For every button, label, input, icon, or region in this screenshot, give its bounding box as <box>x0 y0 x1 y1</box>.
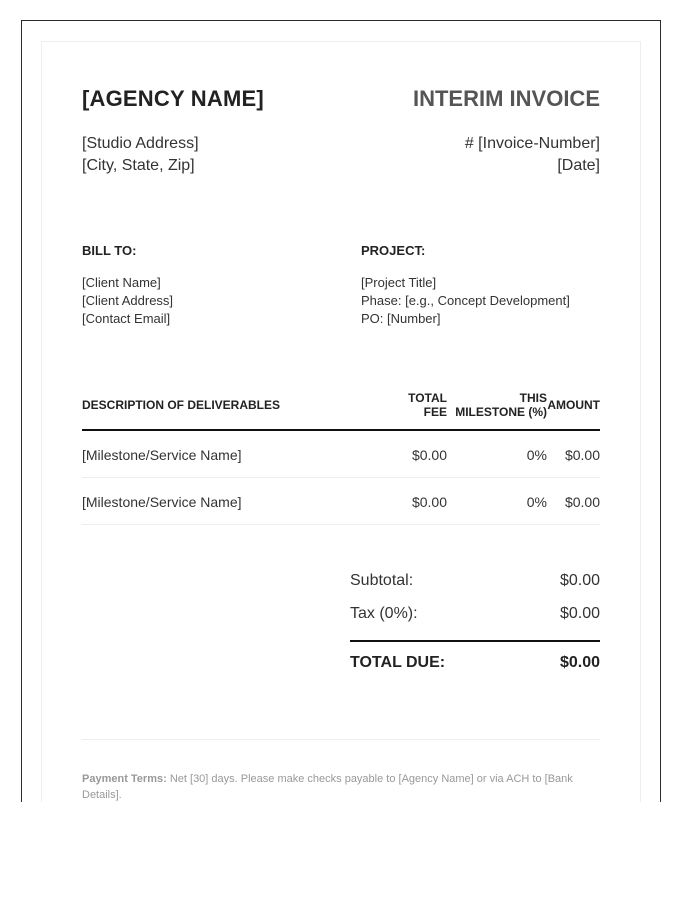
column-header-total-fee-line2: FEE <box>423 405 447 419</box>
city-state-zip: [City, State, Zip] <box>82 157 195 174</box>
column-header-description: DESCRIPTION OF DELIVERABLES <box>82 398 281 412</box>
row-total-fee: $0.00 <box>411 494 447 510</box>
row-amount: $0.00 <box>564 447 600 463</box>
row-description: [Milestone/Service Name] <box>82 447 242 463</box>
agency-name: [AGENCY NAME] <box>82 86 264 111</box>
client-address: [Client Address] <box>82 293 174 308</box>
table-header <box>82 388 600 431</box>
table-row <box>82 431 600 478</box>
address-line: [Studio Address] <box>82 135 199 152</box>
deliverables-table <box>82 388 600 525</box>
invoice-meta <box>465 133 600 177</box>
row-total-fee: $0.00 <box>411 447 447 463</box>
payment-terms-label: Payment Terms: <box>82 773 167 785</box>
total-due-label: TOTAL DUE: <box>350 654 446 671</box>
row-percent: 0% <box>526 447 547 463</box>
tax-row <box>350 603 600 636</box>
tax-value: $0.00 <box>559 605 600 622</box>
totals-section <box>350 570 600 682</box>
payment-terms <box>82 771 582 803</box>
project-section <box>361 243 601 328</box>
column-header-amount: AMOUNT <box>547 398 600 412</box>
payment-terms-text: Net [30] days. Please make checks payable to [Agency Name] or via ACH to [Bank Details]. <box>82 773 573 801</box>
footer-divider <box>82 739 600 740</box>
agency-address <box>82 133 199 177</box>
project-label: PROJECT: <box>361 243 426 258</box>
row-percent: 0% <box>526 494 547 510</box>
subtotal-value: $0.00 <box>559 572 600 589</box>
total-due-row <box>350 640 600 682</box>
subtotal-label: Subtotal: <box>350 572 414 589</box>
client-name: [Client Name] <box>82 275 161 290</box>
project-title: [Project Title] <box>361 275 437 290</box>
invoice-number: # [Invoice-Number] <box>464 135 600 152</box>
subtotal-row <box>350 570 600 603</box>
invoice-title: INTERIM INVOICE <box>412 86 600 111</box>
row-description: [Milestone/Service Name] <box>82 494 242 510</box>
project-phase: Phase: [e.g., Concept Development] <box>361 293 570 308</box>
project-po: PO: [Number] <box>361 311 441 326</box>
column-header-milestone-line2: MILESTONE (%) <box>455 405 547 419</box>
column-header-total-fee <box>408 391 447 419</box>
tax-label: Tax (0%): <box>350 605 418 622</box>
bill-to-label: BILL TO: <box>82 243 137 258</box>
column-header-milestone <box>455 391 547 419</box>
row-amount: $0.00 <box>564 494 600 510</box>
table-row <box>82 478 600 525</box>
column-header-total-fee-line1: TOTAL <box>408 391 447 405</box>
column-header-milestone-line1: THIS <box>519 391 547 405</box>
bill-to-section <box>82 243 342 328</box>
invoice-date: [Date] <box>557 157 600 174</box>
total-due-value: $0.00 <box>559 654 600 671</box>
contact-email: [Contact Email] <box>82 311 171 326</box>
